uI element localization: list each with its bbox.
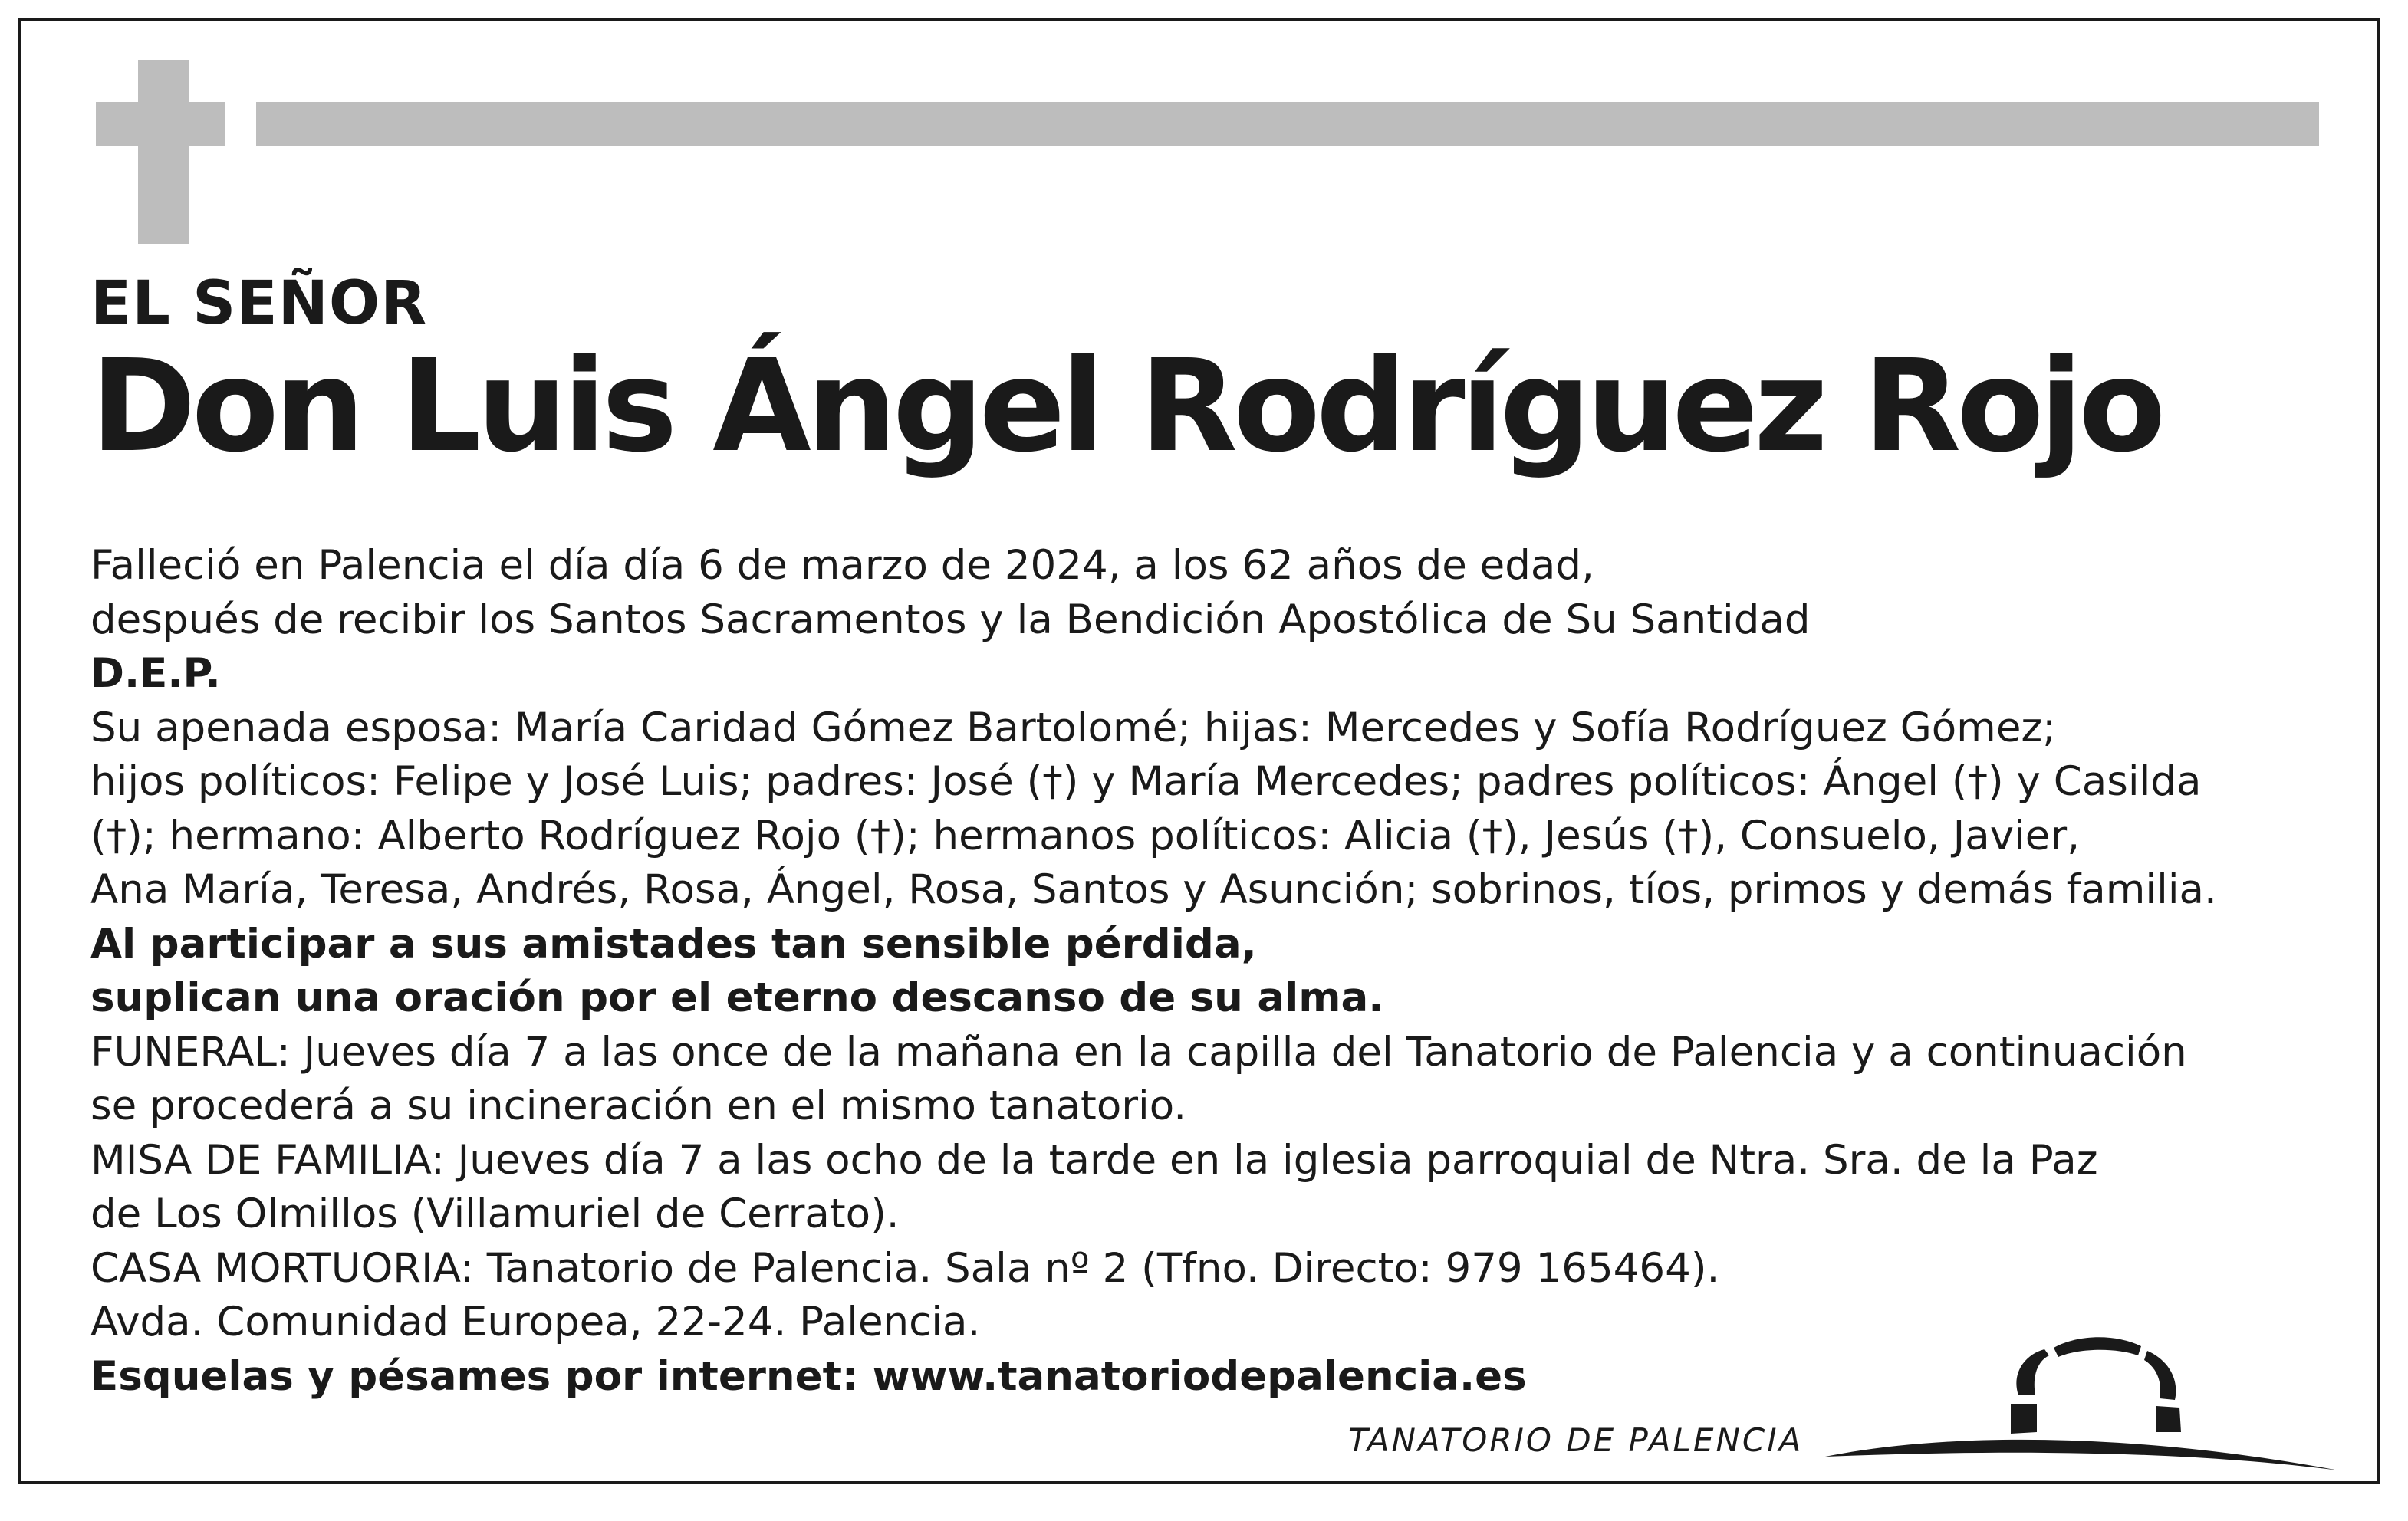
address-line: Avda. Comunidad Europea, 22-24. Palencia.: [90, 1299, 981, 1345]
family-line: Ana María, Teresa, Andrés, Rosa, Ángel, Rosa, Santos y Asunción; sobrinos, tíos, primos y demás familia.: [90, 866, 2217, 913]
cross-vertical-bar: [138, 60, 189, 244]
logo-arch-left: [2016, 1349, 2049, 1395]
family-line: hijos políticos: Felipe y José Luis; padres: José (†) y María Mercedes; padres políticos: Ángel (†) y Casilda: [90, 758, 2202, 805]
family-mass-line: de Los Olmillos (Villamuriel de Cerrato).: [90, 1191, 900, 1237]
obituary-body: [90, 539, 2353, 1404]
logo-arch-base-right: [2156, 1406, 2181, 1432]
logo-arch-base-left: [2011, 1404, 2037, 1434]
funeral-line: se procederá a su incineración en el mismo tanatorio.: [90, 1082, 1187, 1129]
family-line: (†); hermano: Alberto Rodríguez Rojo (†); hermanos políticos: Alicia (†), Jesús (†), Consuelo, Javier,: [90, 812, 2081, 859]
logo-arch-top: [2054, 1337, 2141, 1357]
death-notice-line: Falleció en Palencia el día día 6 de marzo de 2024, a los 62 años de edad,: [90, 542, 1594, 589]
honorific: EL SEÑOR: [90, 269, 428, 338]
deceased-name: Don Luis Ángel Rodríguez Rojo: [90, 333, 2162, 481]
internet-line: Esquelas y pésames por internet: www.tanatoriodepalencia.es: [90, 1352, 1527, 1400]
logo-horizon-swoosh: [1825, 1440, 2339, 1470]
sacraments-line: después de recibir los Santos Sacramentos y la Bendición Apostólica de Su Santidad: [90, 596, 1811, 643]
plea-line: suplican una oración por el eterno descanso de su alma.: [90, 974, 1384, 1021]
family-mass-line: MISA DE FAMILIA: Jueves día 7 a las ocho de la tarde en la iglesia parroquial de Ntra. Sra. de la Paz: [90, 1136, 2098, 1184]
tanatorio-logo-icon: [1810, 1303, 2347, 1487]
funeral-home-line: CASA MORTUORIA: Tanatorio de Palencia. Sala nº 2 (Tfno. Directo: 979 165464).: [90, 1244, 1720, 1292]
plea-line: Al participar a sus amistades tan sensible pérdida,: [90, 920, 1257, 967]
cross-horizontal-bar: [96, 102, 225, 146]
header-rule: [256, 102, 2319, 146]
logo-arch-right: [2144, 1351, 2176, 1400]
family-line: Su apenada esposa: María Caridad Gómez Bartolomé; hijas: Mercedes y Sofía Rodríguez Gómez;: [90, 704, 2057, 751]
funeral-line: FUNERAL: Jueves día 7 a las once de la mañana en la capilla del Tanatorio de Palencia y a continuación: [90, 1028, 2187, 1076]
dep-line: D.E.P.: [90, 650, 221, 697]
tanatorio-brand-label: TANATORIO DE PALENCIA: [1348, 1421, 1804, 1459]
